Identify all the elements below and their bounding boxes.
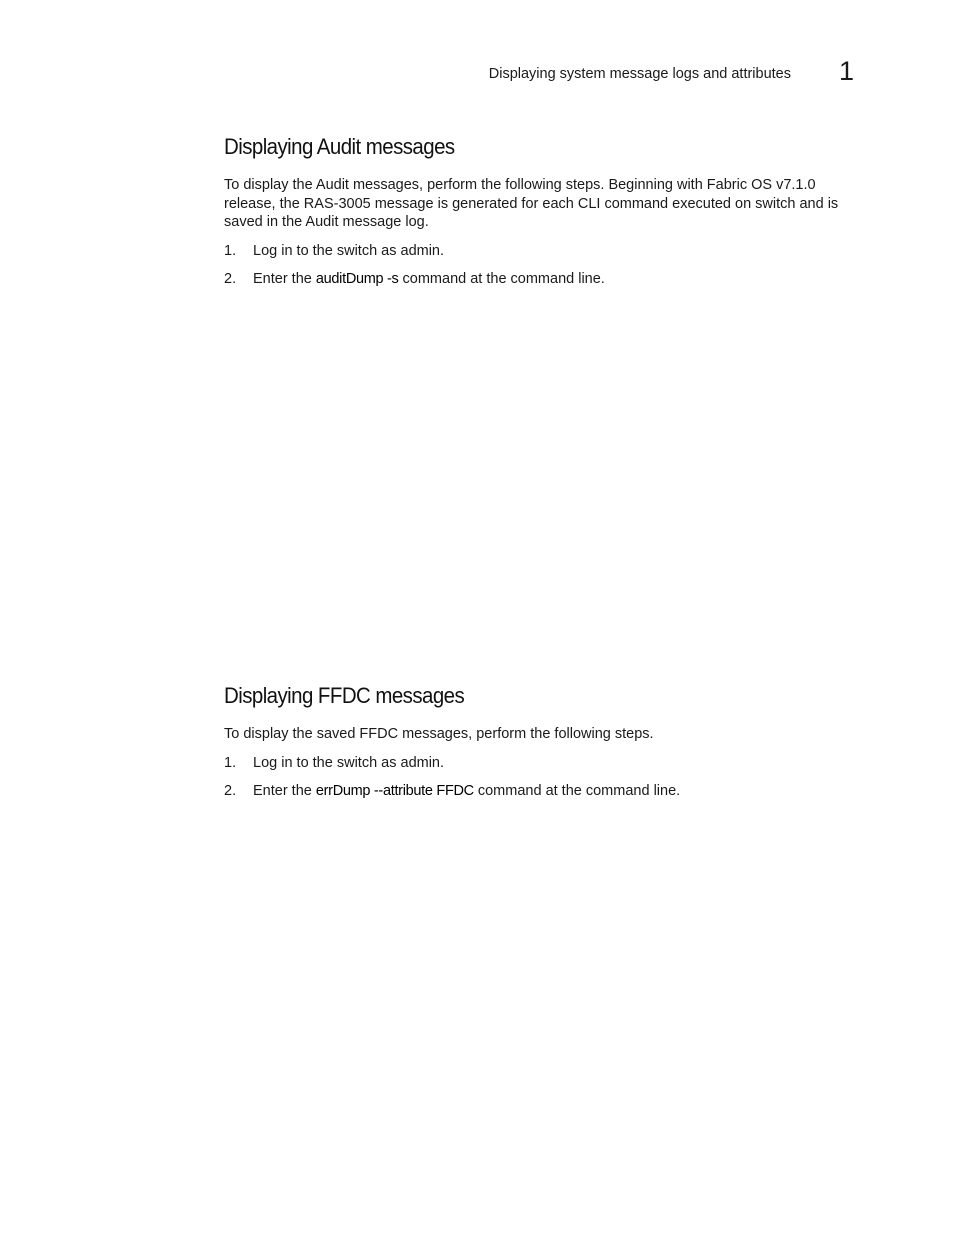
step-number: 1. [224, 754, 237, 771]
running-header [0, 56, 954, 94]
running-title: Displaying system message logs and attributes [488, 66, 791, 82]
step-text-prefix: Enter the [253, 270, 316, 287]
step-text: Log in to the switch as admin. [253, 242, 445, 259]
command-name: errDump --attribute FFDC [315, 782, 474, 799]
section-heading: Displaying FFDC messages [224, 683, 465, 708]
step-text: Log in to the switch as admin. [253, 754, 445, 771]
section-intro: To display the saved FFDC messages, perform the following steps. [224, 726, 654, 742]
section-intro: To display the Audit messages, perform the following steps. Beginning with Fabric OS v7.1.0 release, the RAS-3005 message is generated for each CLI command executed on switch and is saved in the Audit message log. [224, 177, 839, 230]
step-item [224, 754, 864, 773]
step-number: 1. [224, 242, 237, 259]
step-number: 2. [224, 782, 237, 799]
chapter-number: 1 [839, 56, 855, 86]
step-number: 2. [224, 270, 237, 287]
section-ffdc-messages [224, 681, 864, 810]
step-item [224, 270, 864, 289]
steps-list [224, 242, 864, 289]
section-heading: Displaying Audit messages [224, 134, 455, 159]
step-item [224, 782, 864, 801]
command-name: auditDump -s [315, 270, 399, 287]
step-text-suffix: command at the command line. [473, 782, 681, 799]
step-text-prefix: Enter the [253, 782, 316, 799]
section-audit-messages [224, 132, 864, 298]
steps-list [224, 754, 864, 801]
step-item [224, 242, 864, 261]
step-text-suffix: command at the command line. [398, 270, 605, 287]
